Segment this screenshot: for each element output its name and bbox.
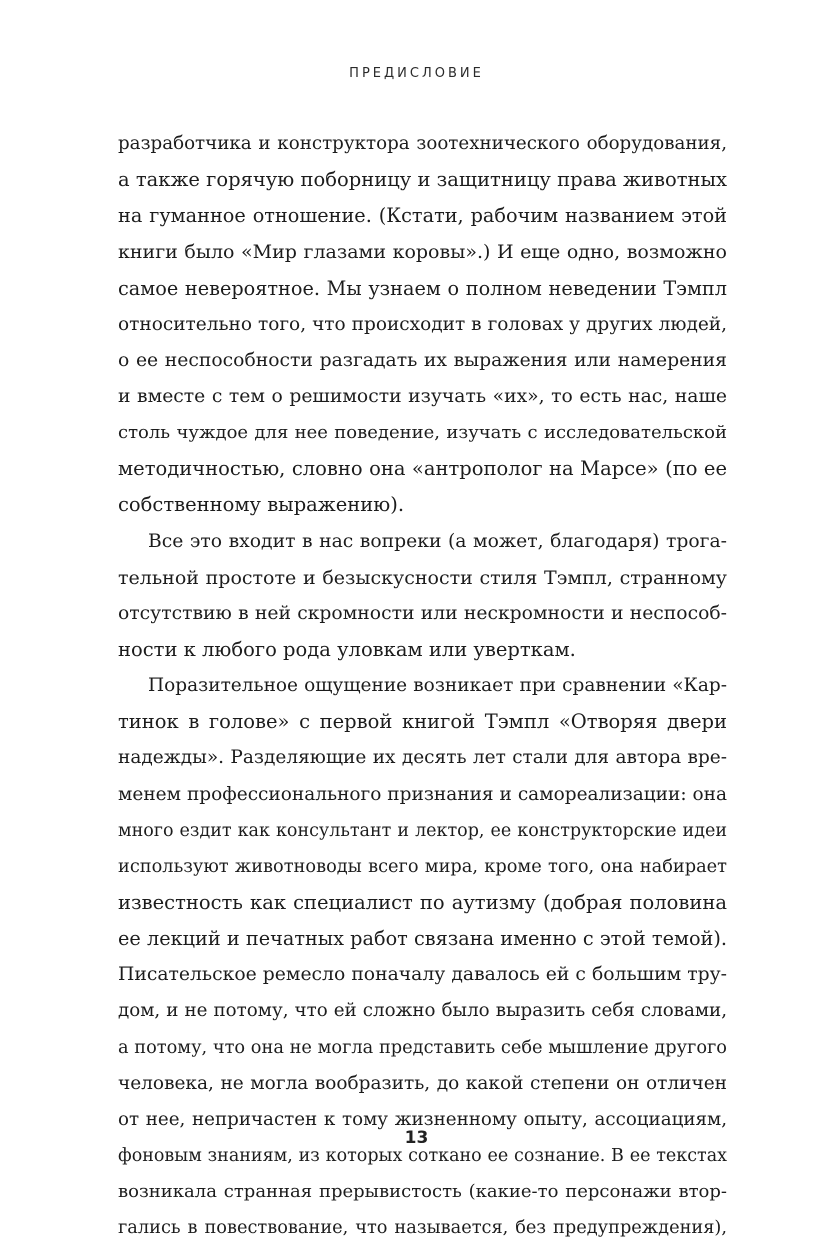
paragraph-first-line: Все это входит в нас вопреки (а может, благодаря) трога- — [148, 530, 727, 552]
text-line: книги было «Мир глазами коровы».) И еще одно, возможно — [118, 241, 727, 264]
text-line: самое невероятное. Мы узнаем о полном неведении Тэмпл — [118, 276, 727, 300]
text-line: надежды». Разделяющие их десять лет стали для автора вре- — [118, 747, 727, 769]
text-line: много ездит как консультант и лектор, ее конструкторские идеи — [118, 820, 727, 841]
running-head-title: ПРЕДИСЛОВИЕ — [349, 66, 484, 81]
text-line: фоновым знаниям, из которых соткано ее сознание. В ее текстах — [118, 1145, 727, 1166]
text-line: ее лекций и печатных работ связана именно с этой темой). — [118, 927, 727, 951]
text-line: Писательское ремесло поначалу давалось ей с большим тру- — [118, 964, 727, 986]
text-line: на гуманное отношение. (Кстати, рабочим названием этой — [118, 204, 727, 228]
text-line: а также горячую поборницу и защитницу права животных — [118, 168, 727, 192]
text-line: относительно того, что происходит в головах у других людей, — [118, 313, 727, 335]
page-number: 13 — [404, 1128, 429, 1148]
text-line: о ее неспособности разгадать их выражения или намерения — [118, 349, 727, 371]
text-line: тельной простоте и безыскусности стиля Тэмпл, странному — [118, 566, 727, 589]
text-line: собственному выражению). — [118, 493, 405, 517]
text-line: столь чуждое для нее поведение, изучать с исследовательской — [118, 422, 727, 444]
text-line: возникала странная прерывистость (какие-то персонажи втор- — [118, 1181, 727, 1203]
text-line: а потому, что она не могла представить себе мышление другого — [118, 1037, 727, 1058]
text-line: дом, и не потому, что ей сложно было выразить себя словами, — [118, 1000, 727, 1022]
text-line: тинок в голове» с первой книгой Тэмпл «Отворяя двери — [118, 710, 727, 734]
text-line: менем профессионального признания и самореализации: она — [118, 783, 727, 805]
text-line: известность как специалист по аутизму (добрая половина — [118, 890, 727, 914]
text-line: методичностью, словно она «антрополог на Марсе» (по ее — [118, 457, 727, 481]
text-line: разработчика и конструктора зоотехнического оборудования, — [118, 133, 727, 154]
text-line: от нее, непричастен к тому жизненному опыту, ассоциациям, — [118, 1108, 727, 1130]
body-text — [118, 126, 727, 1246]
text-line: и вместе с тем о решимости изучать «их», то есть нас, наше — [118, 385, 727, 407]
paragraph-first-line: Поразительное ощущение возникает при сравнении «Кар- — [148, 675, 727, 697]
text-line: гались в повествование, что называется, без предупреждения), — [118, 1218, 727, 1239]
text-line: ности к любого рода уловкам или уверткам. — [118, 637, 576, 661]
text-line: используют животноводы всего мира, кроме того, она набирает — [118, 856, 727, 877]
text-line: отсутствию в ней скромности или нескромности и неспособ- — [118, 602, 727, 624]
text-line: человека, не могла вообразить, до какой степени он отличен — [118, 1072, 727, 1094]
